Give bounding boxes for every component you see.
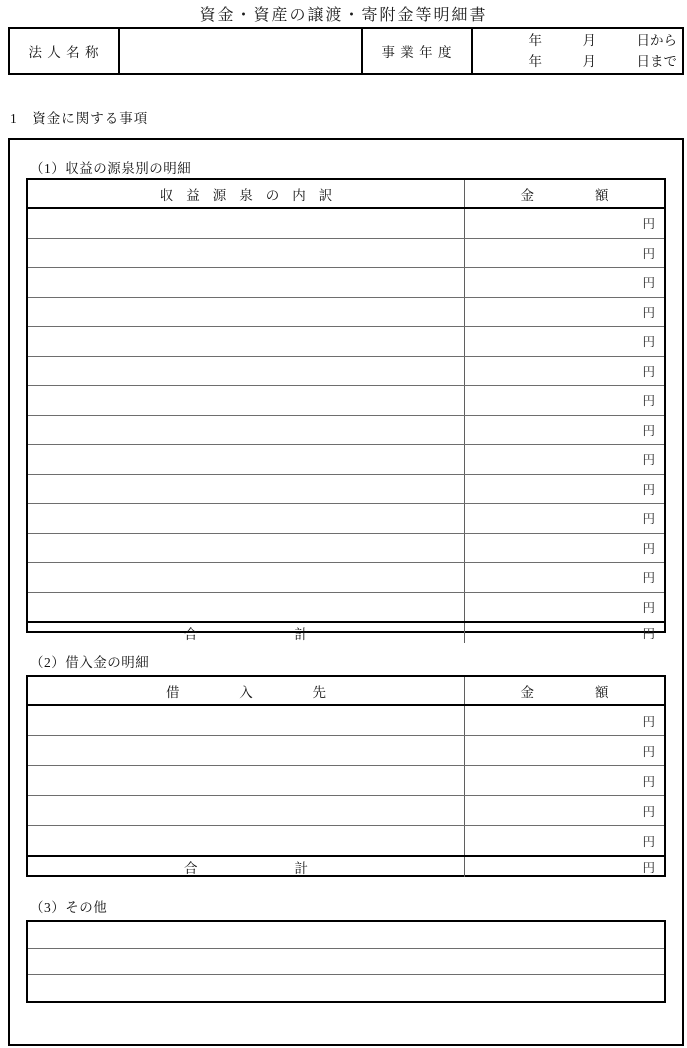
other-section-heading: （3）その他 xyxy=(30,900,108,915)
revenue-source-cell[interactable] xyxy=(28,209,465,238)
yen-unit-label: 円 xyxy=(642,861,655,875)
yen-unit-label: 円 xyxy=(642,600,655,615)
revenue-amount-cell[interactable] xyxy=(465,475,664,504)
revenue-source-cell[interactable] xyxy=(28,386,465,415)
revenue-row xyxy=(28,562,664,592)
loan-row xyxy=(28,765,664,795)
loan-amount-cell[interactable] xyxy=(465,826,664,855)
yen-unit-label: 円 xyxy=(642,541,655,556)
revenue-source-cell[interactable] xyxy=(28,593,465,622)
revenue-amount-cell[interactable] xyxy=(465,209,664,238)
header-table xyxy=(8,27,684,75)
revenue-amount-cell[interactable] xyxy=(465,416,664,445)
loan-table xyxy=(26,675,666,877)
revenue-amount-cell[interactable] xyxy=(465,563,664,592)
yen-unit-label: 円 xyxy=(642,627,655,641)
loan-row xyxy=(28,795,664,825)
other-row[interactable] xyxy=(28,974,664,1001)
loan-row xyxy=(28,735,664,765)
revenue-amount-cell[interactable] xyxy=(465,534,664,563)
corp-name-field[interactable] xyxy=(120,29,363,73)
section1-box xyxy=(8,138,684,1046)
revenue-row xyxy=(28,267,664,297)
loan-total-label: 合 計 xyxy=(184,861,308,876)
loan-total-label-cell xyxy=(28,857,465,877)
fiscal-year-from: 年 月 日から xyxy=(528,33,677,48)
loan-amount-header-cell xyxy=(465,677,664,704)
revenue-row xyxy=(28,356,664,386)
yen-unit-label: 円 xyxy=(642,423,655,438)
loan-table-header-row xyxy=(28,677,664,706)
revenue-row xyxy=(28,297,664,327)
revenue-source-cell[interactable] xyxy=(28,298,465,327)
yen-unit-label: 円 xyxy=(642,335,655,350)
loan-lender-cell[interactable] xyxy=(28,706,465,735)
revenue-row xyxy=(28,533,664,563)
revenue-table xyxy=(26,178,666,642)
yen-unit-label: 円 xyxy=(642,482,655,497)
revenue-amount-header: 金 額 xyxy=(520,187,609,203)
revenue-source-cell[interactable] xyxy=(28,239,465,268)
yen-unit-label: 円 xyxy=(642,246,655,261)
revenue-amount-cell[interactable] xyxy=(465,239,664,268)
yen-unit-label: 円 xyxy=(642,804,655,819)
revenue-row xyxy=(28,474,664,504)
revenue-amount-cell[interactable] xyxy=(465,327,664,356)
revenue-total-label-cell xyxy=(28,623,465,643)
yen-unit-label: 円 xyxy=(642,571,655,586)
yen-unit-label: 円 xyxy=(642,305,655,320)
revenue-source-cell[interactable] xyxy=(28,357,465,386)
revenue-source-cell[interactable] xyxy=(28,268,465,297)
yen-unit-label: 円 xyxy=(642,364,655,379)
revenue-source-header: 収益源泉の内訳 xyxy=(159,187,346,203)
revenue-row xyxy=(28,415,664,445)
loan-amount-header: 金 額 xyxy=(520,684,609,700)
loan-total-amount-cell[interactable] xyxy=(465,857,664,877)
revenue-row xyxy=(28,209,664,238)
revenue-source-cell[interactable] xyxy=(28,504,465,533)
yen-unit-label: 円 xyxy=(642,276,655,291)
revenue-total-label: 合 計 xyxy=(184,627,308,642)
yen-unit-label: 円 xyxy=(642,512,655,527)
loan-row xyxy=(28,706,664,735)
form-title: 資金・資産の譲渡・寄附金等明細書 xyxy=(199,7,488,24)
loan-lender-header-cell xyxy=(28,677,465,704)
revenue-row xyxy=(28,592,664,622)
fiscal-year-field[interactable] xyxy=(473,29,682,73)
loan-amount-cell[interactable] xyxy=(465,706,664,735)
other-row[interactable] xyxy=(28,948,664,975)
loan-row xyxy=(28,825,664,855)
revenue-row xyxy=(28,503,664,533)
revenue-table-heading: （1）収益の源泉別の明細 xyxy=(30,161,192,176)
yen-unit-label: 円 xyxy=(642,774,655,789)
revenue-table-header-row xyxy=(28,180,664,209)
yen-unit-label: 円 xyxy=(642,714,655,729)
revenue-source-cell[interactable] xyxy=(28,445,465,474)
revenue-source-cell[interactable] xyxy=(28,416,465,445)
yen-unit-label: 円 xyxy=(642,394,655,409)
revenue-amount-header-cell xyxy=(465,180,664,207)
corp-name-label: 法 人 名 称 xyxy=(10,29,120,73)
revenue-amount-cell[interactable] xyxy=(465,504,664,533)
revenue-row xyxy=(28,444,664,474)
loan-lender-cell[interactable] xyxy=(28,736,465,765)
revenue-total-amount-cell[interactable] xyxy=(465,623,664,643)
loan-lender-cell[interactable] xyxy=(28,826,465,855)
revenue-amount-cell[interactable] xyxy=(465,298,664,327)
revenue-amount-cell[interactable] xyxy=(465,386,664,415)
fiscal-year-label: 事 業 年 度 xyxy=(363,29,473,73)
loan-amount-cell[interactable] xyxy=(465,796,664,825)
revenue-total-row xyxy=(28,621,664,643)
revenue-source-cell[interactable] xyxy=(28,534,465,563)
loan-amount-cell[interactable] xyxy=(465,736,664,765)
revenue-amount-cell[interactable] xyxy=(465,445,664,474)
loan-lender-cell[interactable] xyxy=(28,796,465,825)
yen-unit-label: 円 xyxy=(642,453,655,468)
section1-heading: 1 資金に関する事項 xyxy=(10,111,149,126)
revenue-source-cell[interactable] xyxy=(28,327,465,356)
revenue-source-header-cell xyxy=(28,180,465,207)
loan-amount-cell[interactable] xyxy=(465,766,664,795)
other-table xyxy=(26,920,666,1003)
loan-total-row xyxy=(28,855,664,877)
yen-unit-label: 円 xyxy=(642,834,655,849)
loan-lender-header: 借 入 先 xyxy=(166,684,326,700)
revenue-source-cell[interactable] xyxy=(28,475,465,504)
revenue-row xyxy=(28,385,664,415)
yen-unit-label: 円 xyxy=(642,217,655,232)
loan-table-heading: （2）借入金の明細 xyxy=(30,655,150,670)
revenue-amount-cell[interactable] xyxy=(465,268,664,297)
revenue-row xyxy=(28,238,664,268)
other-row[interactable] xyxy=(28,922,664,948)
yen-unit-label: 円 xyxy=(642,744,655,759)
revenue-amount-cell[interactable] xyxy=(465,593,664,622)
revenue-row xyxy=(28,326,664,356)
fiscal-year-to: 年 月 日まで xyxy=(528,54,677,69)
revenue-amount-cell[interactable] xyxy=(465,357,664,386)
revenue-source-cell[interactable] xyxy=(28,563,465,592)
loan-lender-cell[interactable] xyxy=(28,766,465,795)
